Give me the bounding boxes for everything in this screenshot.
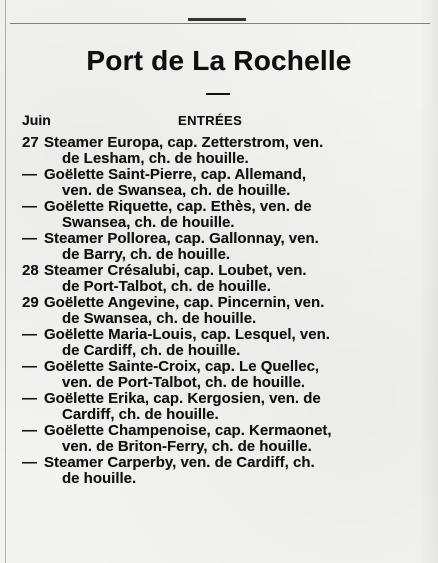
entry-line: Steamer Carperby, ven. de Cardiff, ch. [44,454,315,471]
entry-day: — [22,166,37,183]
entry-day: 28 [22,262,39,279]
section-header [22,112,422,132]
entry-line: Goëlette Riquette, cap. Ethès, ven. de [44,198,312,215]
list-item [22,455,420,487]
entry-line: ven. de Briton-Ferry, ch. de houille. [62,438,312,455]
page-title: Port de La Rochelle [86,45,352,76]
entry-line: Goëlette Maria-Louis, cap. Lesquel, ven. [44,326,330,343]
entry-day: 29 [22,294,39,311]
entry-line: Goëlette Champenoise, cap. Kermaonet, [44,422,332,439]
entry-line: de Cardiff, ch. de houille. [62,342,241,359]
entry-line: ven. de Port-Talbot, ch. de houille. [62,374,306,391]
list-item [22,359,420,391]
list-item [22,391,420,423]
list-item [22,327,420,359]
list-item [22,295,420,327]
entry-line: de Swansea, ch. de houille. [62,310,257,327]
entry-line: Goëlette Sainte-Croix, cap. Le Quellec, [44,358,320,375]
entry-line: Goëlette Angevine, cap. Pincernin, ven. [44,294,325,311]
top-ornament-bar [188,18,246,21]
entries-label: ENTRÉES [178,113,243,128]
entry-day: — [22,390,37,407]
entry-line: Steamer Pollorea, cap. Gallonnay, ven. [44,230,319,247]
entry-line: Swansea, ch. de houille. [62,214,235,231]
list-item [22,167,420,199]
entry-day: — [22,326,37,343]
entry-line: de Port-Talbot, ch. de houille. [62,278,271,295]
month-label: Juin [22,112,51,128]
entry-line: de Barry, ch. de houille. [62,246,231,263]
entry-line: Goëlette Saint-Pierre, cap. Allemand, [44,166,307,183]
entry-line: de houille. [62,470,137,487]
entry-line: Cardiff, ch. de houille. [62,406,219,423]
title-underline [206,93,230,95]
left-column-rule [5,0,6,563]
entry-line: Goëlette Erika, cap. Kergosien, ven. de [44,390,321,407]
list-item [22,199,420,231]
entry-line: Steamer Crésalubi, cap. Loubet, ven. [44,262,307,279]
entry-day: — [22,454,37,471]
list-item [22,263,420,295]
entry-line: de Lesham, ch. de houille. [62,150,249,167]
right-edge-shadow [420,0,438,563]
list-item [22,135,420,167]
list-item [22,231,420,263]
entry-day: — [22,422,37,439]
entry-day: 27 [22,134,39,151]
entry-day: — [22,198,37,215]
entry-line: Steamer Europa, cap. Zetterstrom, ven. [44,134,324,151]
entries-list [22,135,420,487]
top-rule [10,23,430,24]
entry-day: — [22,230,37,247]
entry-day: — [22,358,37,375]
entry-line: ven. de Swansea, ch. de houille. [62,182,291,199]
list-item [22,423,420,455]
